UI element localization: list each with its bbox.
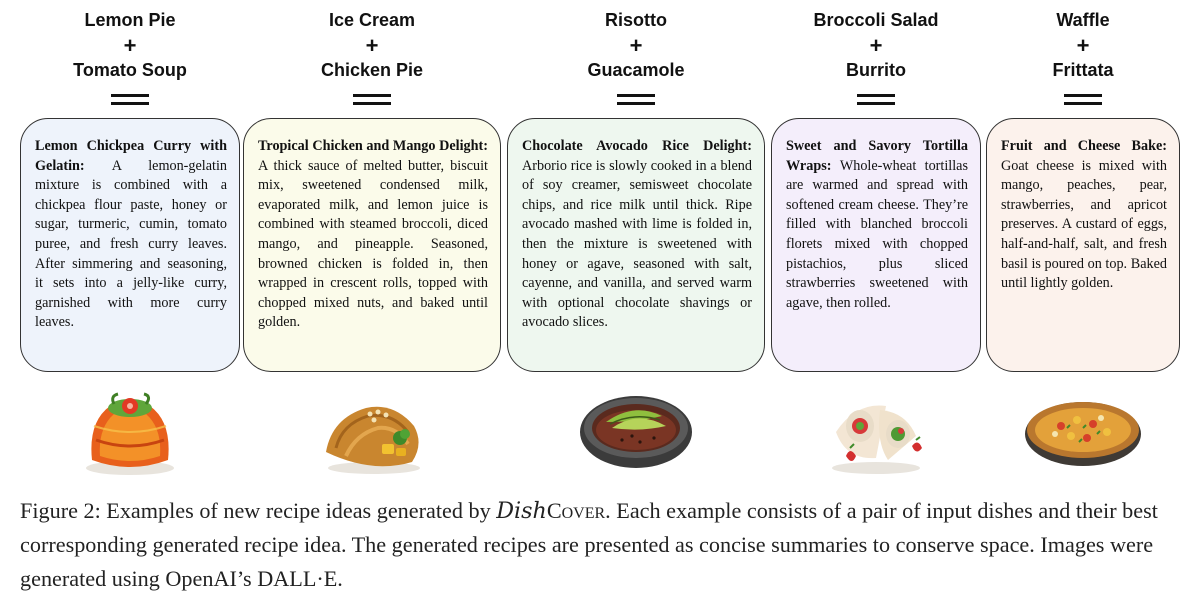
plus-sign: + — [1076, 33, 1090, 58]
recipe-card — [20, 118, 240, 372]
input-dish-pair — [20, 8, 240, 83]
figure-caption — [20, 494, 1185, 596]
input-dish-pair — [507, 8, 765, 83]
equals-sign — [617, 94, 655, 106]
recipe-title: Fruit and Cheese Bake: — [1001, 138, 1167, 154]
input-dish-pair — [771, 8, 981, 83]
input-dish-b: Chicken Pie — [320, 60, 424, 80]
input-dish-pair — [243, 8, 501, 83]
recipe-title: Tropical Chicken and Mango Delight: — [258, 138, 488, 154]
system-name-script: Dish — [496, 498, 547, 524]
plus-sign: + — [365, 33, 379, 58]
recipe-title: Sweet and Savory Tortilla Wraps: — [786, 138, 968, 174]
input-dish-b: Tomato Soup — [73, 60, 187, 80]
recipe-card — [243, 118, 501, 372]
equals-sign — [353, 94, 391, 106]
recipe-text: A lemon-gelatin mixture is combined with a chickpea flour paste, honey or sugar, turmeric, cumin, tomato puree, and fresh curry leaves. After simmering and seasoning, it sets into a jelly-like curry, garnished with more curry leaves. — [35, 157, 227, 331]
tortilla-wrap-image — [816, 382, 936, 478]
input-dish-pair — [986, 8, 1180, 83]
crescent-roll-image — [312, 382, 432, 478]
plus-sign: + — [869, 33, 883, 58]
input-dish-a: Broccoli Salad — [813, 10, 939, 30]
plus-sign: + — [123, 33, 137, 58]
chocolate-rice-bowl-image — [576, 382, 696, 478]
system-name-caps: Cover — [546, 498, 606, 523]
recipe-text: Arborio rice is slowly cooked in a blend of soy creamer, semisweet chocolate chips, and rice milk until thick. Ripe avocado mashed with lime is folded in, then the mixture is sweetened with honey or agave, seasoned with salt, cayenne, and vanilla, and served warm with optional chocolate shavings or avocado slices. — [522, 157, 752, 331]
input-dish-a: Risotto — [605, 10, 667, 30]
input-dish-b: Burrito — [846, 60, 906, 80]
recipe-title: Chocolate Avocado Rice Delight: — [522, 138, 752, 154]
caption-suffix: . Each example consists of a pair of input dishes and their best corresponding generated recipe idea. The generated recipes are presented as concise summaries to conserve space. Images were generated using OpenAI’s DALL·E. — [20, 498, 1158, 591]
input-dish-b: Frittata — [1052, 60, 1114, 80]
input-dish-a: Ice Cream — [328, 10, 416, 30]
equals-sign — [857, 94, 895, 106]
recipe-text: Whole-wheat tortillas are warmed and spread with softened cream cheese. They’re filled with blanched broccoli florets mixed with chopped pistachios, plus sliced strawberries sweetened with agave, then rolled. — [786, 157, 968, 311]
recipe-card — [771, 118, 981, 372]
equals-sign — [1064, 94, 1102, 106]
equals-sign — [111, 94, 149, 106]
fruit-bake-image — [1023, 382, 1143, 478]
input-dish-a: Lemon Pie — [84, 10, 176, 30]
recipe-title: Lemon Chickpea Curry with Gelatin: — [35, 138, 227, 174]
input-dish-a: Waffle — [1056, 10, 1110, 30]
caption-prefix: Figure 2: Examples of new recipe ideas generated by — [20, 498, 497, 523]
recipe-text: A thick sauce of melted butter, biscuit mix, sweetened condensed milk, evaporated milk, and lemon juice is combined with steamed broccoli, diced mango, and pineapple. Seasoned, browned chicken is folded in, then wrapped in crescent rolls, topped with chopped mixed nuts, and baked until golden. — [258, 157, 488, 331]
recipe-text: Goat cheese is mixed with mango, peaches, pear, strawberries, and apricot preserves. A custard of eggs, half-and-half, salt, and fresh basil is poured on top. Baked until lightly golden. — [1001, 157, 1167, 292]
gelatin-curry-image — [70, 382, 190, 478]
recipe-card — [986, 118, 1180, 372]
recipe-card — [507, 118, 765, 372]
input-dish-b: Guacamole — [587, 60, 685, 80]
plus-sign: + — [629, 33, 643, 58]
